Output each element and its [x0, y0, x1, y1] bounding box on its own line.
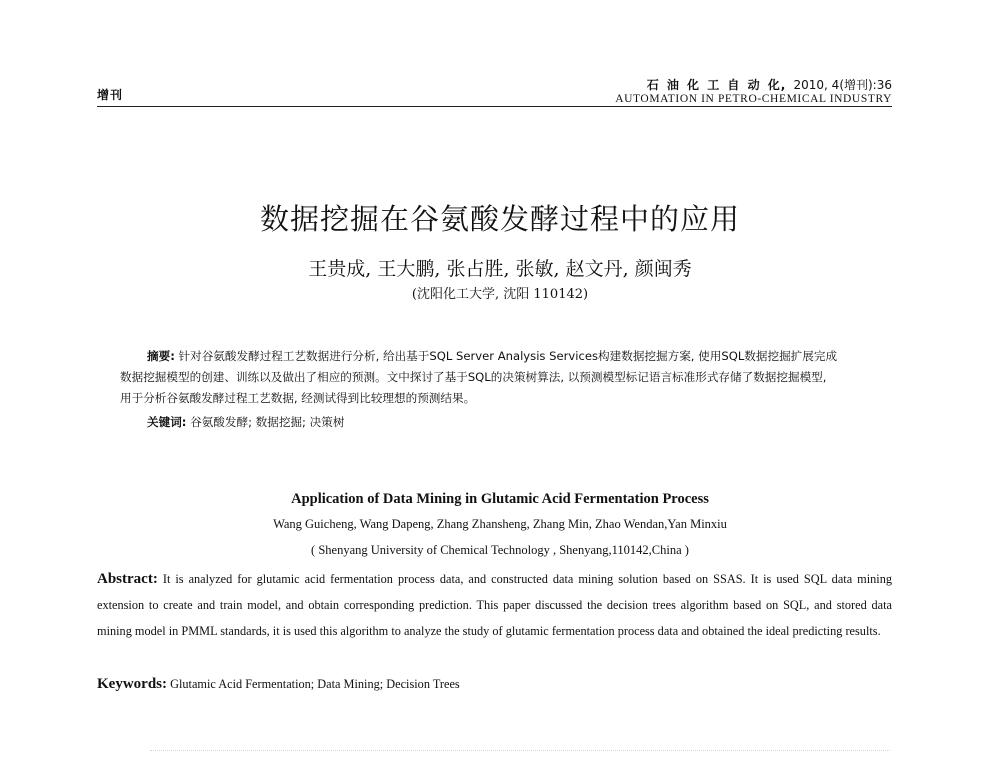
page-bottom-artifact: [150, 750, 890, 759]
journal-header: [560, 76, 892, 105]
abstract-cn-text-1: 针对谷氨酸发酵过程工艺数据进行分析, 给出基于SQL Server Analysis Services构建数据挖掘方案, 使用SQL数据挖掘扩展完成: [178, 349, 838, 363]
header-rule: [97, 106, 892, 107]
keywords-cn: [147, 414, 344, 430]
abstract-en-text: It is analyzed for glutamic acid fermentation process data, and constructed data mining solution based on SSAS. It is used SQL data mining extension to create and train model, and obtain corresponding prediction. This paper discussed the decision trees algorithm based on SQL, and stored data mining model in PMML standards, it is used this algorithm to analyze the study of glutamic fermentation process data and obtained the ideal predicting results.: [97, 572, 892, 638]
affiliation-cn: (沈阳化工大学, 沈阳 110142): [411, 287, 589, 302]
abstract-cn-label: 摘要:: [147, 349, 175, 363]
keywords-en: [97, 676, 460, 693]
supplement-label: 增刊: [97, 88, 124, 102]
keywords-en-text: Glutamic Acid Fermentation; Data Mining; Decision Trees: [170, 677, 460, 691]
journal-name-cn: 石 油 化 工 自 动 化, 2010, 4(增刊):36: [646, 78, 892, 92]
authors-cn: 王贵成, 王大鹏, 张占胜, 张敏, 赵文丹, 颜闽秀: [308, 258, 692, 280]
keywords-cn-label: 关键词:: [147, 415, 187, 429]
keywords-en-label: Keywords:: [97, 676, 167, 692]
abstract-en: [97, 566, 892, 644]
abstract-cn: [120, 346, 890, 409]
journal-title-cn: 石 油 化 工 自 动 化: [646, 78, 781, 92]
affiliation-en: ( Shenyang University of Chemical Technology , Shenyang,110142,China ): [311, 543, 689, 557]
authors-en: Wang Guicheng, Wang Dapeng, Zhang Zhansheng, Zhang Min, Zhao Wendan,Yan Minxiu: [273, 517, 727, 531]
abstract-en-label: Abstract:: [97, 571, 158, 587]
paper-title-cn: 数据挖掘在谷氨酸发酵过程中的应用: [259, 202, 740, 236]
abstract-cn-line-1: [120, 346, 890, 367]
paper-title-en: Application of Data Mining in Glutamic Acid Fermentation Process: [291, 491, 709, 507]
keywords-cn-text: 谷氨酸发酵; 数据挖掘; 决策树: [190, 415, 345, 429]
abstract-cn-line-3: 用于分析谷氨酸发酵过程工艺数据, 经测试得到比较理想的预测结果。: [120, 391, 476, 405]
journal-issue: 2010, 4(增刊):36: [793, 78, 892, 92]
abstract-cn-line-2: 数据挖掘模型的创建、训练以及做出了相应的预测。文中探讨了基于SQL的决策树算法, 以预测模型标记语言标准形式存储了数据挖掘模型,: [120, 370, 827, 384]
journal-name-en: AUTOMATION IN PETRO-CHEMICAL INDUSTRY: [615, 93, 892, 105]
